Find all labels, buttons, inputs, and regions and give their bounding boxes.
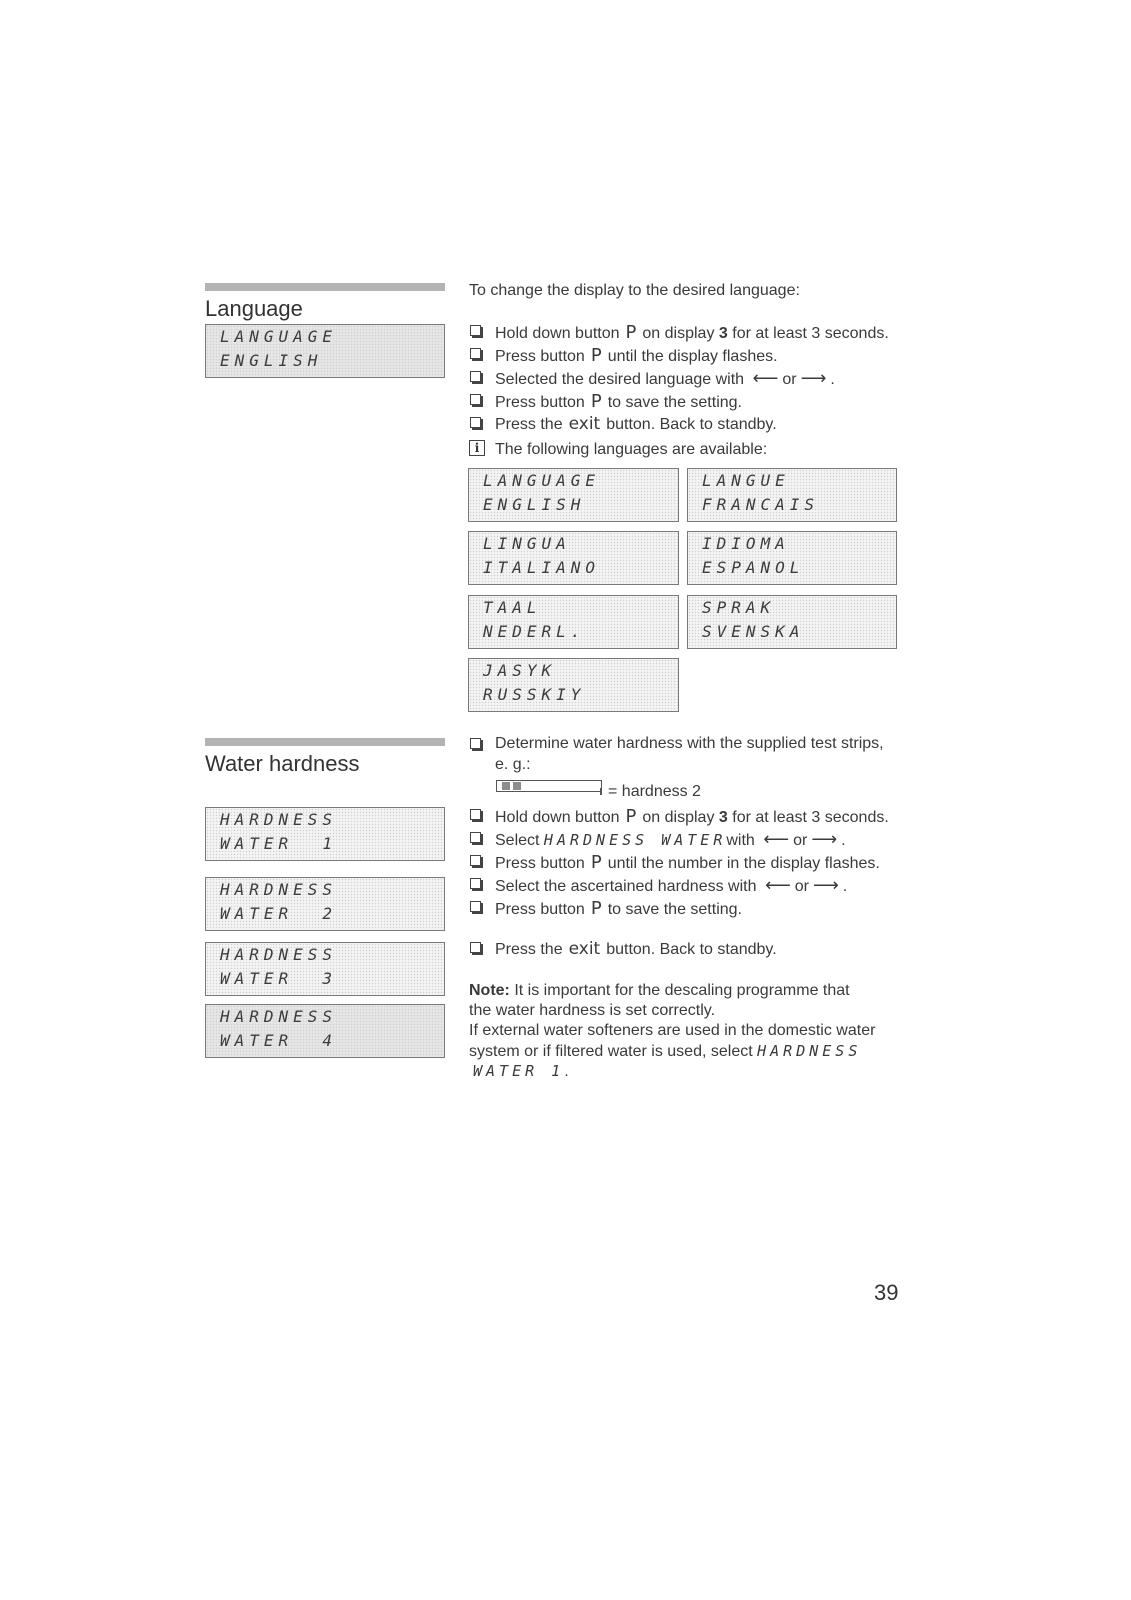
display-line-2: WATER 4: [220, 1031, 338, 1050]
display-line-2: WATER 1: [220, 834, 338, 853]
display-line-1: HARDNESS: [220, 1007, 338, 1026]
hardness-step-3: Select HARDNESS WATERwith ⟵ or ⟶ .: [495, 829, 846, 849]
display-hardness-3: [205, 942, 445, 996]
display-line-2: ENGLISH: [220, 351, 323, 370]
arrow-right-icon: ⟶: [811, 829, 838, 849]
checkbox-icon: [470, 901, 481, 912]
display-line-1: LANGUE: [702, 471, 790, 490]
hardness-step-4: Press button P until the number in the display flashes.: [495, 852, 880, 873]
display-hardness-2: [205, 877, 445, 931]
display-hardness-4: [205, 1004, 445, 1058]
language-step-1: Hold down button P on display 3 for at least 3 seconds.: [495, 322, 889, 343]
checkbox-icon: [470, 394, 481, 405]
display-line-2: ENGLISH: [483, 495, 586, 514]
p-button-icon: P: [590, 391, 602, 412]
p-button-icon: P: [625, 806, 637, 827]
checkbox-icon: [470, 809, 481, 820]
display-lang-spanish: [687, 531, 897, 585]
arrow-right-icon: ⟶: [800, 368, 827, 388]
display-line-1: HARDNESS: [220, 810, 338, 829]
display-lang-dutch: [468, 595, 679, 649]
display-line-2: SVENSKA: [702, 622, 805, 641]
display-lang-swedish: [687, 595, 897, 649]
display-line-1: LINGUA: [483, 534, 571, 553]
p-button-icon: P: [590, 898, 602, 919]
display-line-2: NEDERL.: [483, 622, 586, 641]
checkbox-icon: [470, 878, 481, 889]
display-line-2: FRANCAIS: [702, 495, 820, 514]
display-line-1: HARDNESS: [220, 945, 338, 964]
display-line-2: ITALIANO: [483, 558, 601, 577]
section-rule-water-hardness: [205, 738, 445, 746]
test-strip-icon: [496, 780, 602, 792]
note-line-3: If external water softeners are used in the domestic water: [469, 1022, 876, 1039]
heading-water-hardness: Water hardness: [205, 751, 360, 776]
note-line-4: system or if filtered water is used, select HARDNESS: [469, 1042, 862, 1060]
exit-button-icon: exit: [568, 414, 601, 434]
display-lang-english: [468, 468, 679, 522]
display-lang-russian: [468, 658, 679, 712]
hardness-step-6: Press button P to save the setting.: [495, 898, 742, 919]
info-icon: i: [469, 440, 485, 456]
checkbox-icon: [470, 348, 481, 359]
note-line-1: Note: It is important for the descaling programme that: [469, 982, 850, 999]
language-info-text: The following languages are available:: [495, 441, 768, 458]
display-line-1: LANGUAGE: [483, 471, 601, 490]
heading-language: Language: [205, 296, 303, 321]
checkbox-icon: [470, 855, 481, 866]
p-button-icon: P: [625, 322, 637, 343]
language-step-4: Press button P to save the setting.: [495, 391, 742, 412]
display-line-1: HARDNESS: [220, 880, 338, 899]
display-lang-italian: [468, 531, 679, 585]
note-label: Note:: [469, 982, 510, 999]
display-line-2: RUSSKIY: [483, 685, 586, 704]
checkbox-icon: [470, 942, 481, 953]
display-line-1: LANGUAGE: [220, 327, 338, 346]
hardness-step-2: Hold down button P on display 3 for at least 3 seconds.: [495, 806, 889, 827]
display-lang-french: [687, 468, 897, 522]
language-step-2: Press button P until the display flashes.: [495, 345, 778, 366]
arrow-right-icon: ⟶: [812, 875, 839, 895]
language-intro: To change the display to the desired language:: [469, 282, 800, 299]
display-line-2: WATER 2: [220, 904, 338, 923]
note-line-2: the water hardness is set correctly.: [469, 1002, 716, 1019]
display-line-1: JASYK: [483, 661, 557, 680]
segment-text: WATER 1: [473, 1062, 565, 1080]
checkbox-icon: [470, 371, 481, 382]
segment-text: HARDNESS WATER: [543, 831, 727, 849]
section-rule-language: [205, 283, 445, 291]
hardness-step-1-line-1: Determine water hardness with the supplied test strips,: [495, 735, 884, 752]
display-line-2: WATER 3: [220, 969, 338, 988]
checkbox-icon: [470, 738, 481, 749]
display-hardness-1: [205, 807, 445, 861]
arrow-left-icon: ⟵: [763, 829, 790, 849]
checkbox-icon: [470, 832, 481, 843]
checkbox-icon: [470, 325, 481, 336]
language-step-5: Press the exit button. Back to standby.: [495, 414, 777, 434]
language-step-3: Selected the desired language with ⟵ or ⟶ .: [495, 368, 835, 388]
note-line-5: WATER 1.: [473, 1062, 569, 1080]
display-line-1: TAAL: [483, 598, 542, 617]
arrow-left-icon: ⟵: [764, 875, 791, 895]
exit-button-icon: exit: [568, 939, 601, 959]
display-language-current: [205, 324, 445, 378]
checkbox-icon: [470, 417, 481, 428]
hardness-step-1-line-2: e. g.:: [495, 756, 531, 773]
p-button-icon: P: [590, 852, 602, 873]
p-button-icon: P: [590, 345, 602, 366]
test-strip-caption: = hardness 2: [608, 783, 701, 800]
arrow-left-icon: ⟵: [752, 368, 779, 388]
hardness-step-5: Select the ascertained hardness with ⟵ or ⟶ .: [495, 875, 848, 895]
hardness-step-7: Press the exit button. Back to standby.: [495, 939, 777, 959]
display-line-2: ESPANOL: [702, 558, 805, 577]
display-line-1: IDIOMA: [702, 534, 790, 553]
segment-text: HARDNESS: [757, 1042, 862, 1060]
display-line-1: SPRAK: [702, 598, 776, 617]
page-number: 39: [874, 1280, 899, 1305]
